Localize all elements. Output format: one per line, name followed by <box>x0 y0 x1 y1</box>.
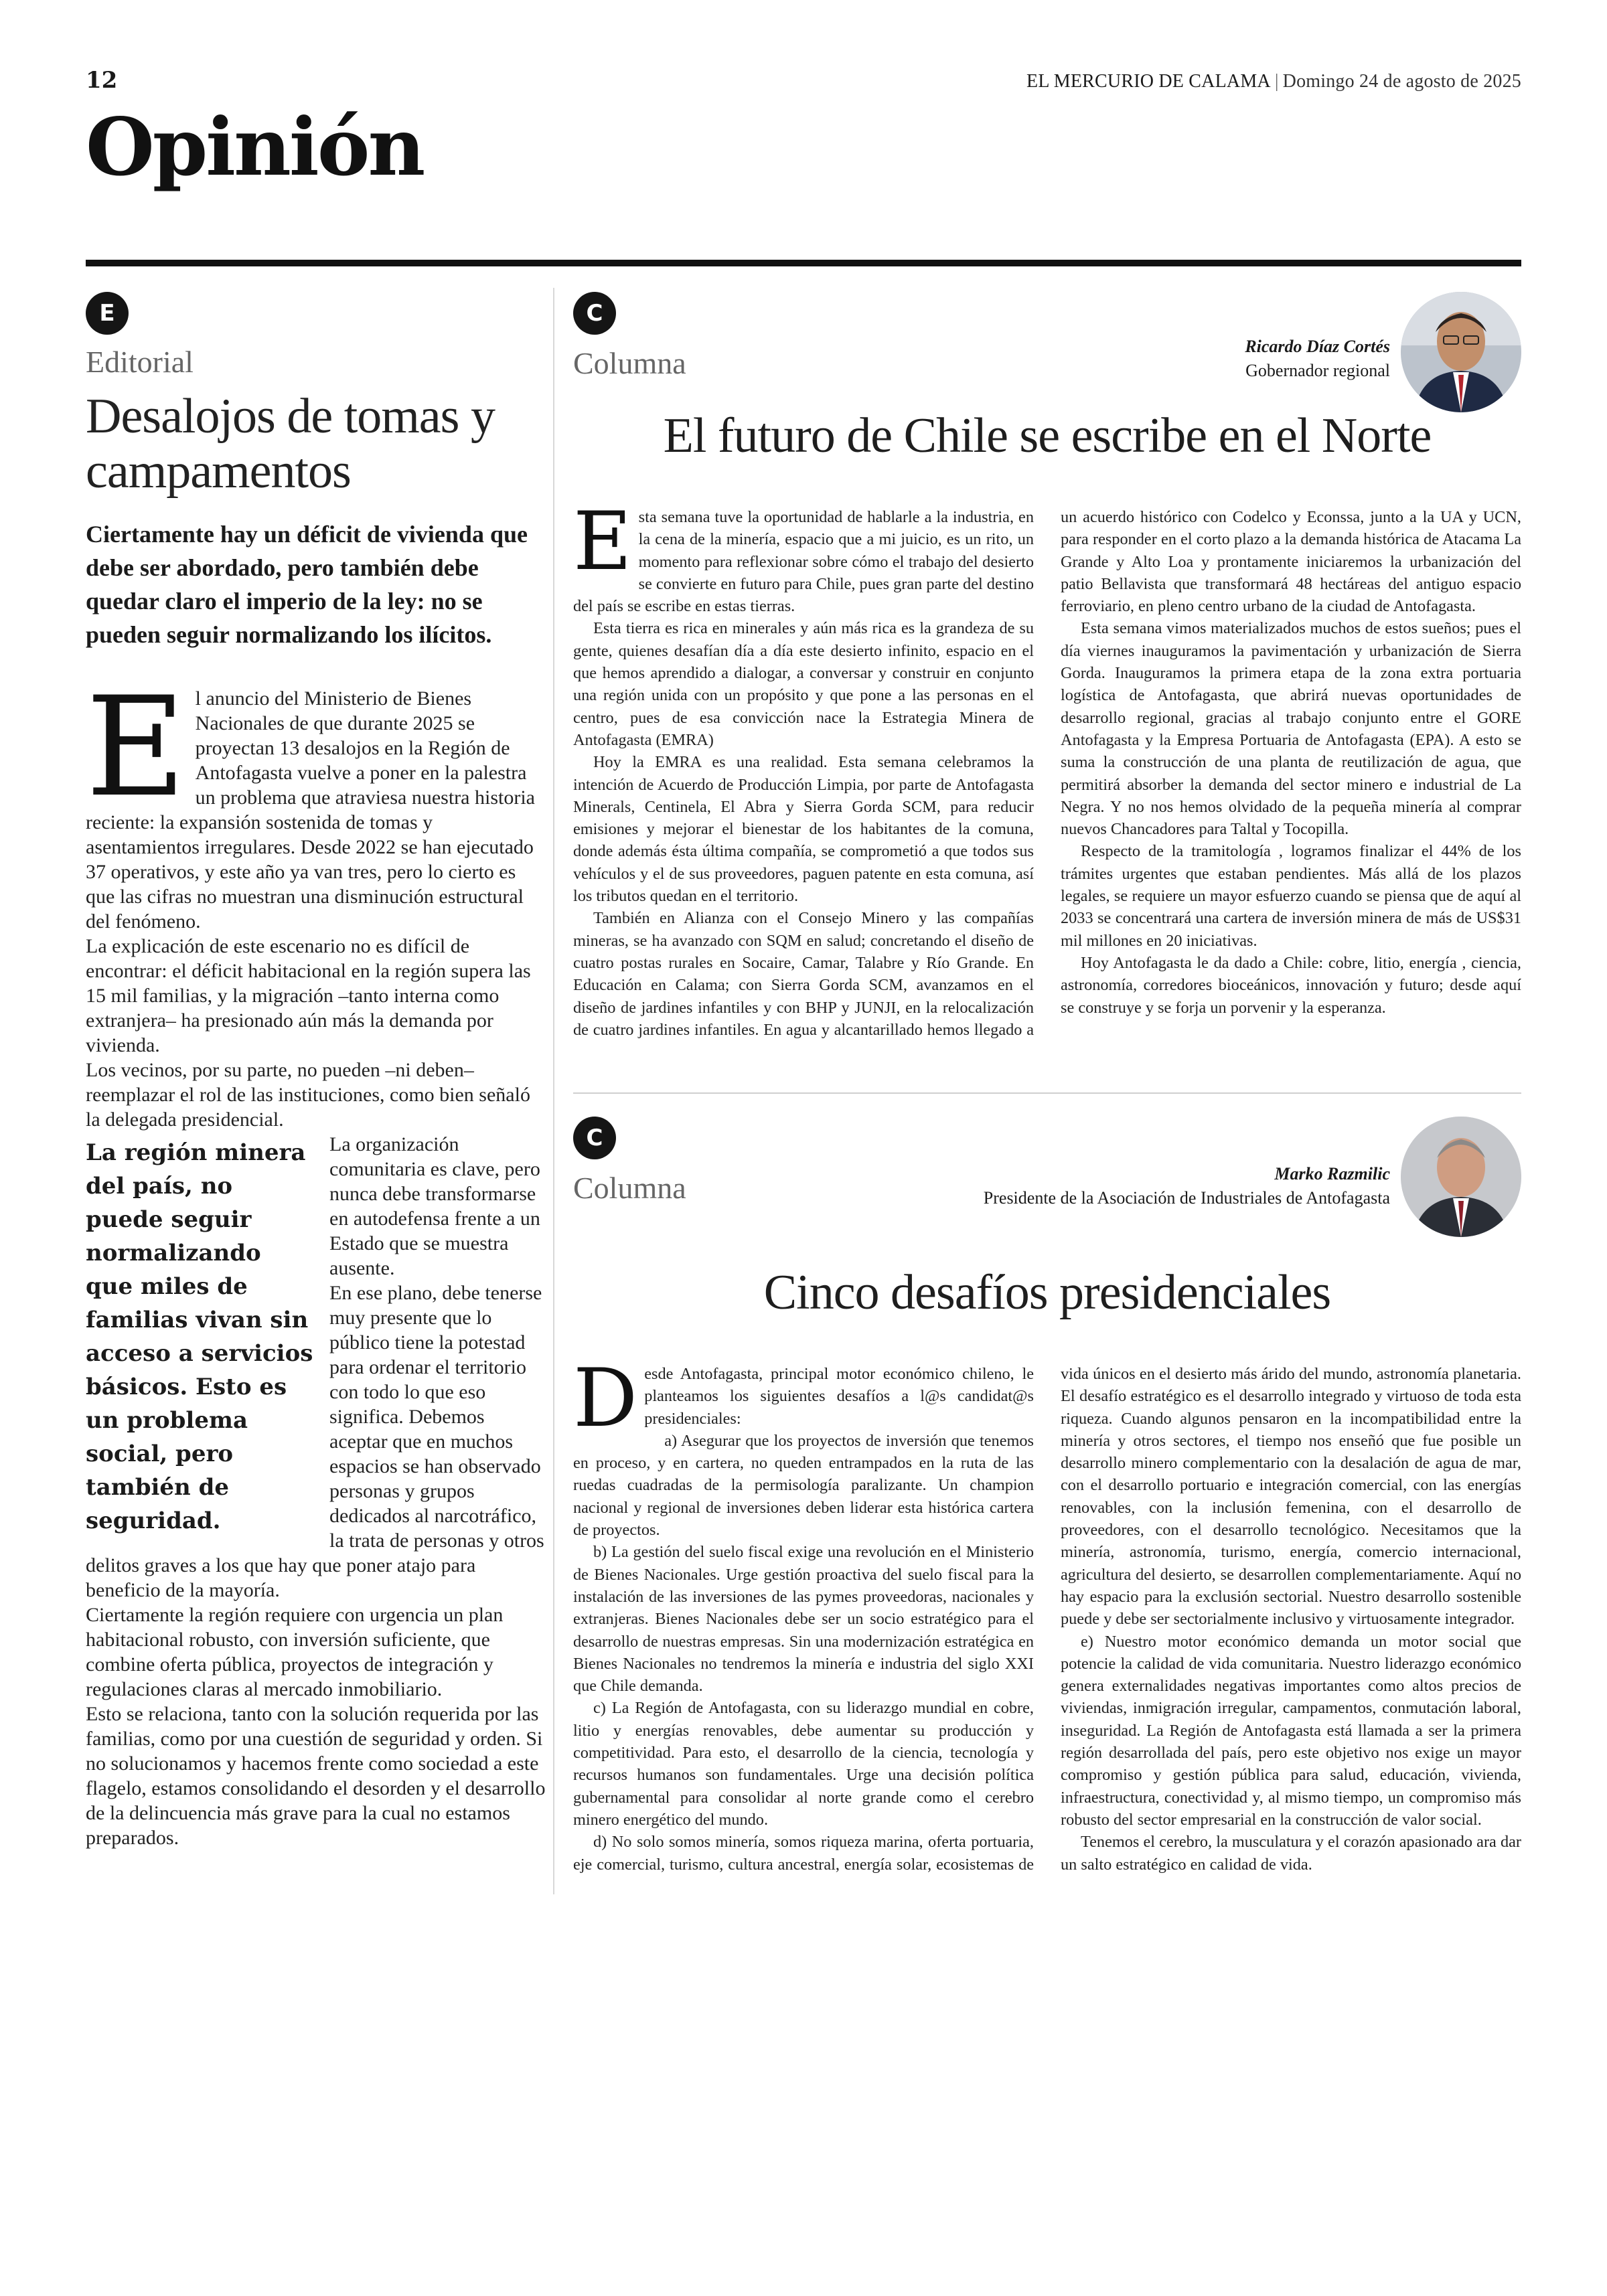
editorial-pullquote: La región minera del país, no puede seguir normalizando que miles de familias vivan sin acceso a servicios básicos. Esto es un problema social, pero también de seguridad. <box>86 1139 313 1534</box>
editorial-paragraph: l anuncio del Ministerio de Bienes Nacionales de que durante 2025 se proyectan 13 desalojos en la Región de Antofagasta vuelve a poner en la palestra un problema que atraviesa nuestra historia reciente: la expansión sostenida de tomas y asentamientos irregulares. Desde 2022 se han ejecutado 37 operativos, y este año ya van tres, pero lo cierto es que las cifras no muestran una disminución estructural del fenómeno. <box>86 687 535 932</box>
column-kicker: Columna <box>573 1171 686 1205</box>
author-byline <box>1245 335 1390 383</box>
page-number: 12 <box>86 67 118 94</box>
editorial-paragraph: Ciertamente la región requiere con urgencia un plan habitacional robusto, con inversión suficiente, que combine oferta pública, proyectos de integración y regulaciones claras al mercado inmobiliario. <box>86 1604 504 1700</box>
masthead-separator: | <box>1274 71 1279 92</box>
column-headline: Cinco desafíos presidenciales <box>763 1265 1331 1320</box>
column-paragraph: Esta semana vimos materializados muchos de estos sueños; pues el día viernes inauguramos la pavimentación y urbanización de Sierra Gorda. Inauguramos la primera etapa de la zona extra portuaria logística de Antofagasta, que abrirá nuevas oportunidades de desarrollo regional, gracias al trabajo conjunto entre el GORE Antofagasta y la Empresa Portuaria de Antofagasta (EPA). A esto se suma la construcción de una planta de reutilización de agua, que permitirá absorber la demanda del sector minero e industrial de La Negra. Y no nos hemos olvidado de la pequeña minería al comprar nuevos Chancadores para Taltal y Tocopilla. <box>1061 619 1521 839</box>
author-byline <box>984 1162 1390 1210</box>
masthead <box>1026 71 1521 92</box>
editorial-article <box>86 292 546 1850</box>
column-paragraph: b) La gestión del suelo fiscal exige una revolución en el Ministerio de Bienes Nacionales. Urge gestión proactiva del suelo fiscal para la instalación de las inversiones de las pymes proveedoras, nacionales y extranjeras. Bienes Nacionales debe ser un socio estratégico para el desarrollo de nuestras empresas. Sin una modernización estratégica en Bienes Nacionales no tendremos la minería e industria del siglo XXI que Chile demanda. <box>573 1543 1034 1696</box>
column-paragraph: Tenemos el cerebro, la musculatura y el corazón apasionado ara dar un salto estratégico en calidad de vida. <box>1061 1833 1521 1874</box>
author-portrait <box>1401 292 1521 412</box>
column-paragraph: Respecto de la tramitología , logramos finalizar el 44% de los trámites urgentes que estaban pendientes. Más allá de los plazos legales, se requiere un mayor esfuerzo cuando se piensa que de aquí al 2033 se concentrará una cartera de inversión minera de más de US$31 mil millones en 20 iniciativas. <box>1061 842 1521 950</box>
article-divider <box>573 1092 1521 1094</box>
column-paragraph: También en Alianza con el Consejo Minero y las compañías mineras, se ha avanzado con SQM en salud; concretando el diseño de cuatro postas rurales en Socaire, Camar, Talabre y Río Grande. En Educación en Calama; con Sierra Gorda SCM, avanzamos en el diseño de jardines infantiles y con BHP y JUNJI, en la relocalización de cuatro jardines infantiles. En agua y alcantarillado hemos llegado a un acuerdo histórico con Codelco y Econssa, junto a la UA y UCN, para responder en el corto plazo a la demanda histórica de Atacama La Grande y Alto Loa y prontamente iniciaremos la urbanización del patio Bellavista que transformará 48 hectáreas del antiguo espacio ferroviario, en pleno centro urbano de la ciudad de Antofagasta. <box>573 508 1521 1039</box>
column-paragraph: Hoy la EMRA es una realidad. Esta semana celebramos la intención de Acuerdo de Producción Limpia, por parte de Antofagasta Minerals, Centinela, El Abra y Sierra Gorda SCM, para reducir emisiones y mejorar el bienestar de los habitantes de la comuna, donde además ésta última compañía, se comprometió a que todos sus vehículos y el de sus proveedores, paguen patente en esta comuna, así los tributos quedan en el territorio. <box>573 753 1034 906</box>
column-headline: El futuro de Chile se escribe en el Norte <box>663 408 1432 463</box>
column-kicker: Columna <box>573 346 686 380</box>
author-portrait <box>1401 1117 1521 1237</box>
column-header <box>573 1117 1521 1230</box>
section-rule <box>86 260 1521 266</box>
column-paragraph: Esta semana tuve la oportunidad de hablarle a la industria, en la cena de la minería, espacio que a mi juicio, es un rito, un momento para reflexionar sobre cómo el trabajo del desierto se convierte en futuro para Chile, pues gran parte del destino del país se escribe en estas tierras. <box>573 495 1034 616</box>
column-article-2 <box>573 1117 1521 1876</box>
editorial-paragraph: La explicación de este escenario no es difícil de encontrar: el déficit habitacional en la región supera las 15 mil familias, y la migración –tanto interna como extranjera– ha presionado aún más la demanda por vivienda. <box>86 935 531 1056</box>
author-name: Marko Razmilic <box>1274 1164 1390 1183</box>
author-role: Gobernador regional <box>1245 361 1390 380</box>
editorial-kicker: Editorial <box>86 345 194 379</box>
column-paragraph: e) Nuestro motor económico demanda un motor social que potencie la calidad de vida comunitaria. Nuestro liderazgo económico genera externalidades negativas importantes como altos precios de viviendas, inmigración irregular, campamentos, conmutación laboral, inseguridad. La Región de Antofagasta está llamada a ser la primera región desarrollada del país, pero este objetivo nos exige un mayor compromiso y gestión pública para salud, educación, vivienda, infraestructura, conectividad y, al mismo tiempo, un compromiso más robusto del sector empresarial en la construcción de valor social. <box>1061 1632 1521 1829</box>
column-paragraph: Desde Antofagasta, principal motor económico chileno, le planteamos los siguientes desafíos a l@s candidat@s presidenciales: <box>573 1352 1034 1445</box>
editorial-badge: E <box>86 292 129 335</box>
column-dropcap: E <box>573 495 632 588</box>
column-paragraph: c) La Región de Antofagasta, con su liderazgo mundial en cobre, litio y energías renovables, debe aumentar su producción y competitividad. Para esto, el desarrollo de la ciencia, tecnología y recursos humanos son fundamentales. Urge una decisión política gubernamental para consolidar al norte grande como el cerebro minero energético del mundo. <box>573 1699 1034 1829</box>
author-role: Presidente de la Asociación de Industriales de Antofagasta <box>983 1188 1390 1208</box>
column-divider <box>553 288 554 1894</box>
column-article-1 <box>573 292 1521 1041</box>
column-body <box>573 1352 1521 1876</box>
author-name: Ricardo Díaz Cortés <box>1245 337 1390 356</box>
editorial-paragraph: En ese plano, debe tenerse muy presente que lo público tiene la potestad para ordenar el territorio con todo lo que eso significa. Debemos aceptar que en muchos espacios se han observado personas y grupos dedicados al narcotráfico, la trata de personas y otros delitos graves a los que hay que poner atajo para beneficio de la mayoría. <box>86 1282 544 1601</box>
column-paragraph: Hoy Antofagasta le da dado a Chile: cobre, litio, energía , ciencia, astronomía, corredores bioceánicos, innovación y futuro; desde aquí se construye y se forja un porvenir y la esperanza. <box>1061 953 1521 1017</box>
editorial-paragraph: La organización comunitaria es clave, pero nunca debe transformarse en autodefensa frente a un Estado que se muestra ausente. <box>329 1133 540 1279</box>
editorial-headline: Desalojos de tomas y campamentos <box>86 389 495 499</box>
column-paragraph: d) No solo somos minería, somos riqueza marina, oferta portuaria, eje comercial, turismo, cultura ancestral, energía solar, ecosistemas de vida únicos en el desierto más árido del mundo, astronomía planetaria. El desafío estratégico es el desarrollo integrado y virtuoso de toda esta riqueza. Cuando algunos pensaron en la incompatibilidad entre la minería y otros sectores, el tiempo nos enseñó que fue posible un desarrollo minero complementario con la desalación de agua de mar, con el desarrollo portuario e integración comercial, con las energías renovables, con la inclusión femenina, con el desarrollo de proveedores, con el desarrollo tecnológico. Necesitamos que la minería, astronomía, turismo, energía, comercio internacional, agricultura del desierto, se desarrollen complementariamente. Aquí no hay espacio para la exclusión sectorial. Nuestro desarrollo sostenible puede y debe ser sectorialmente inclusivo y virtuosamente integrador. <box>573 1365 1521 1874</box>
column-header <box>573 292 1521 406</box>
column-body <box>573 495 1521 1041</box>
column-badge: C <box>573 292 616 335</box>
section-title: Opinión <box>86 100 424 193</box>
column-dropcap: D <box>573 1352 638 1445</box>
editorial-lede: Ciertamente hay un déficit de vivienda que debe ser abordado, pero también debe quedar claro el imperio de la ley: no se pueden seguir normalizando los ilícitos. <box>86 521 528 648</box>
column-badge: C <box>573 1117 616 1159</box>
newspaper-name: EL MERCURIO DE CALAMA <box>1026 71 1271 92</box>
column-paragraph: Esta tierra es rica en minerales y aún más rica es la grandeza de su gente, quienes desafían día a día este desierto infinito, espacio en el que hemos aprendido a dialogar, a conversar y construir en conjunto una región unida con un propósito y que pone a las personas en el centro, pues de esa convicción nace la Estrategia Minera de Antofagasta (EMRA) <box>573 619 1034 749</box>
issue-date: Domingo 24 de agosto de 2025 <box>1282 71 1521 92</box>
editorial-paragraph: Esto se relaciona, tanto con la solución requerida por las familias, como por una cuestión de seguridad y orden. Si no solucionamos y hacemos frente como sociedad a este flagelo, estamos consolidando el desorden y el desarrollo de la delincuencia más grave para la cual no estamos preparados. <box>86 1703 546 1849</box>
editorial-body <box>86 668 546 1850</box>
editorial-paragraph: Los vecinos, por su parte, no pueden –ni deben– reemplazar el rol de las instituciones, como bien señaló la delegada presidencial. <box>86 1059 530 1131</box>
editorial-dropcap: E <box>86 668 186 827</box>
column-paragraph: a) Asegurar que los proyectos de inversión que tenemos en proceso, y en cartera, no queden entrampados en la ruta de las ruedas cuadradas de la permisología paralizante. Un champion nacional y regional de inversiones deben liderar esta histórica cartera de proyectos. <box>573 1431 1034 1540</box>
